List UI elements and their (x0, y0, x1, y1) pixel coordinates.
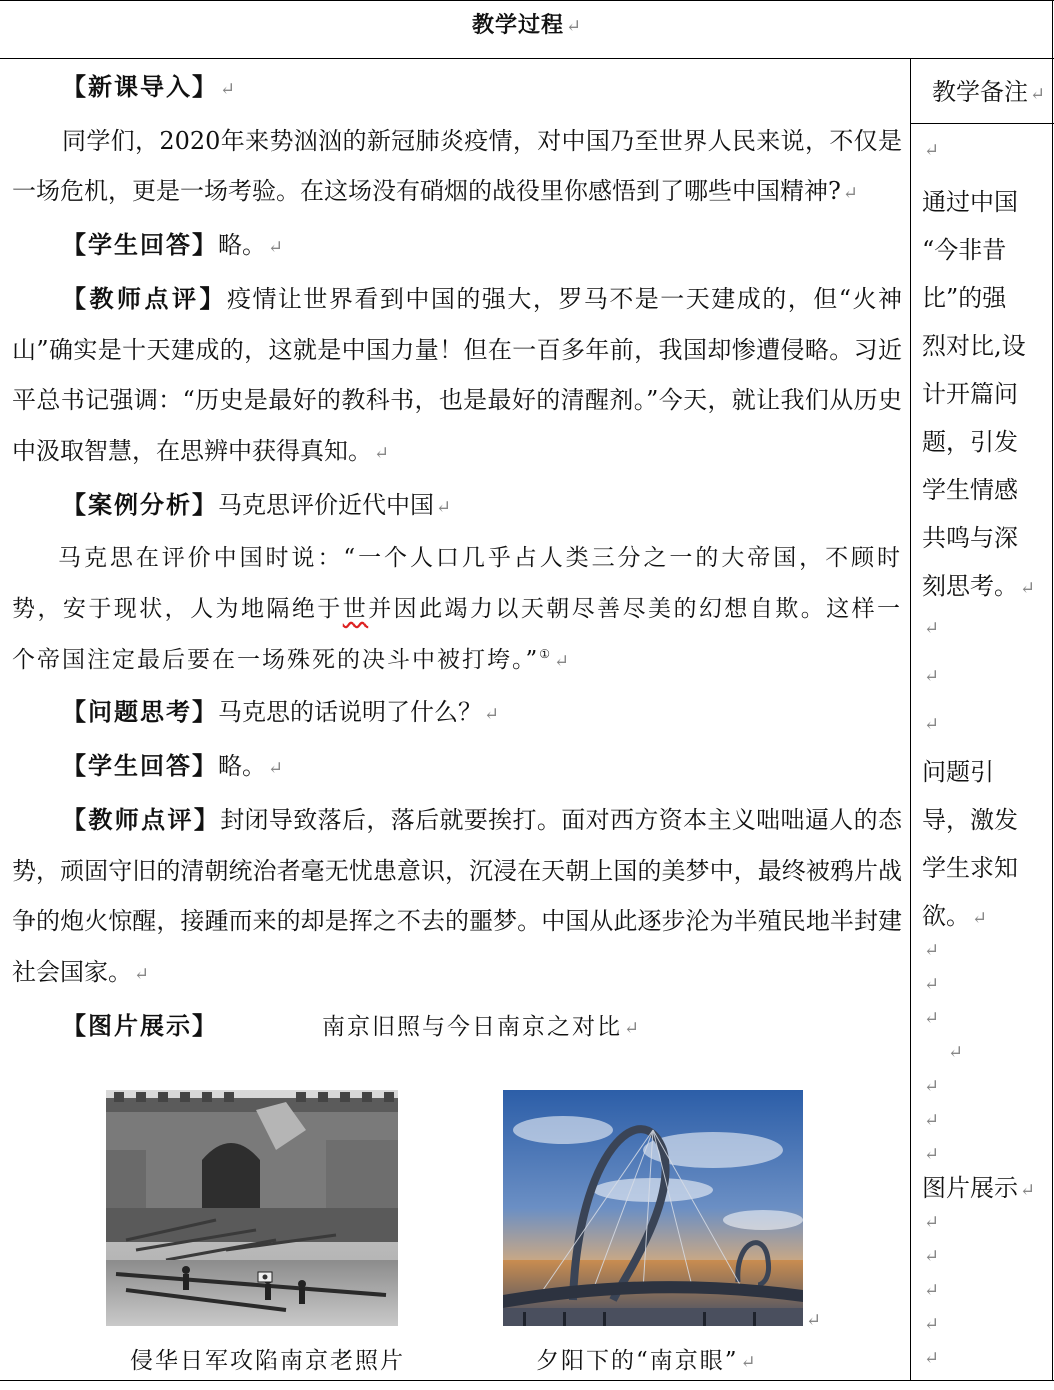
column-divider (910, 58, 911, 1380)
old-nanjing-photo (106, 1090, 398, 1326)
teaching-notes-header: 教学备注 ↵ (932, 78, 1046, 106)
nanjing-eye-photo (503, 1090, 803, 1326)
photo-comparison: ↵ 侵华日军攻陷南京老照片 夕阳下的“南京眼” ↵ (0, 1090, 910, 1390)
side-note-pictures: 图片展示 ↵ (922, 1174, 1036, 1202)
teacher-comment-2: 【教师点评】封闭导致落后，落后就要挨打。面对西方资本主义咄咄逼人的态势，顽固守旧的清朝统治者毫无忧患意识，沉浸在天朝上国的美梦中，最终被鸦片战争的炮火惊醒，接踵而来的却是挥之不去的噩梦。中国从此逐步沦为半殖民地半封建社会国家。 ↵ (12, 804, 903, 986)
question-thinking: 【问题思考】马克思的话说明了什么？ ↵ (62, 697, 500, 727)
student-answer-2: 【学生回答】略。 ↵ (62, 751, 284, 781)
caption-nanjing-eye: 夕阳下的“南京眼” ↵ (536, 1348, 758, 1374)
spell-check-mark: 世 (342, 596, 369, 623)
side-note-question: 问题引 导，激发 学生求知 欲。 ↵ (922, 758, 1018, 930)
intro-paragraph: 同学们，2020年来势汹汹的新冠肺炎疫情，对中国乃至世界人民来说，不仅是一场危机，更是一场考验。在这场没有硝烟的战役里你感悟到了哪些中国精神? ↵ (12, 126, 902, 206)
footnote-marker: ① (539, 646, 553, 661)
header-title: 教学过程 ↵ (471, 12, 583, 38)
teaching-process-content (12, 62, 902, 1054)
header-bottom-border (0, 58, 1054, 59)
caption-old-nanjing: 侵华日军攻陷南京老照片 (130, 1348, 405, 1374)
side-header-border (910, 123, 1054, 124)
side-note-contrast: 通过中国 “今非昔 比”的强 烈对比,设 计开篇问 题，引发 学生情感 共鸣与深 刻思考。 ↵ (922, 188, 1036, 600)
student-answer-1: 【学生回答】略。 ↵ (62, 230, 284, 260)
table-top-border (0, 0, 1054, 1)
teacher-comment-1: 【教师点评】疫情让世界看到中国的强大，罗马不是一天建成的，但“火神山”确实是十天建成的，这就是中国力量！但在一百多年前，我国却惨遭侵略。习近平总书记强调：“历史是最好的教科书，也是最好的清醒剂。”今天，就让我们从历史中汲取智慧，在思辨中获得真知。 ↵ (12, 283, 902, 465)
marx-quote: 马克思在评价中国时说：“一个人口几乎占人类三分之一的大帝国，不顾时势，安于现状，人为地隔绝于世并因此竭力以天朝尽善尽美的幻想自欺。这样一个帝国注定最后要在一场殊死的决斗中被打垮。”① ↵ (12, 545, 903, 673)
case-analysis: 【案例分析】马克思评价近代中国 ↵ (62, 489, 452, 519)
picture-show-heading: 【图片展示】 南京旧照与今日南京之对比 ↵ (62, 1010, 640, 1040)
table-right-border (1052, 58, 1053, 1380)
section-new-lesson-intro-heading: 【新课导入】 ↵ (62, 72, 236, 101)
